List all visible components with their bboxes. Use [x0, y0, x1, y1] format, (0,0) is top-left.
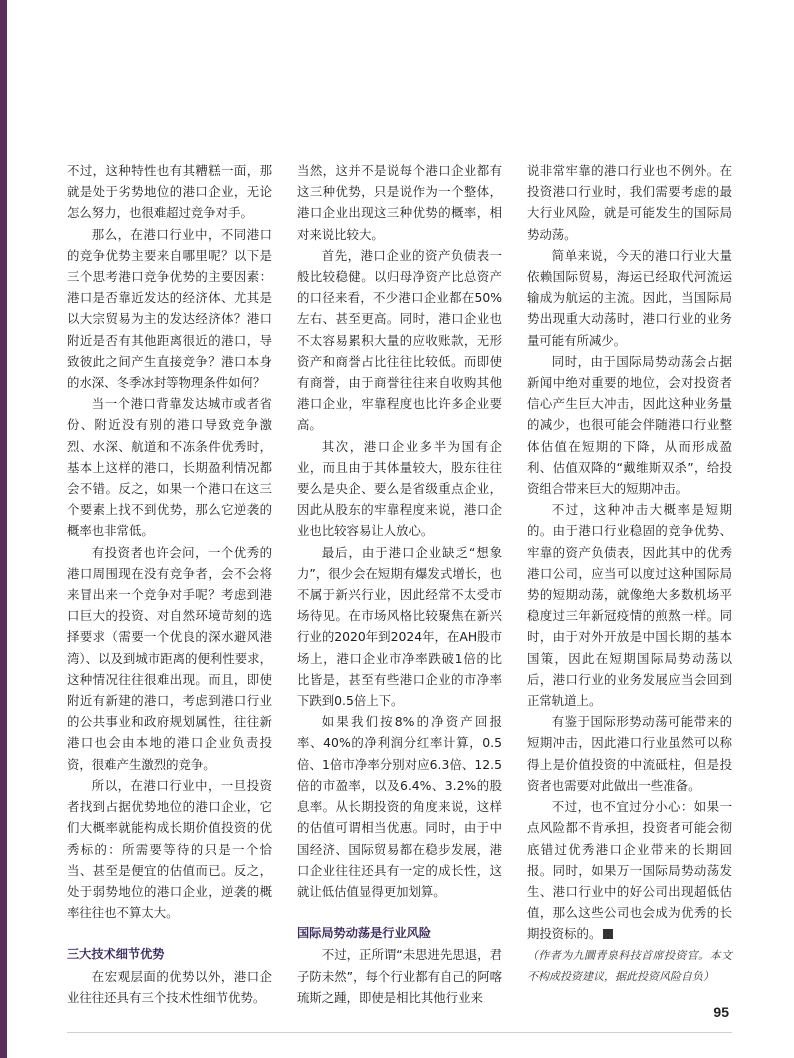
- page-number: 95: [713, 1004, 729, 1020]
- article-column-2: [297, 160, 502, 1008]
- paragraph: 所以，在港口行业中，一旦投资者找到占据优势地位的港口企业，它们大概率就能构成长期价值投资的优秀标的：所需要等待的只是一个恰当、甚至是便宜的估值而已。反之，处于弱势地位的港口企业，逆袭的概率往往也不算太大。: [67, 777, 272, 921]
- left-accent-bar: [0, 0, 7, 1058]
- section-heading: 国际局势动荡是行业风险: [297, 926, 432, 941]
- article-column-1: [67, 160, 272, 1008]
- paragraph: 同时，由于国际局势动荡会占据新闻中绝对重要的地位，会对投资者信心产生巨大冲击，因此这种业务量的减少，也很可能会伴随港口行业整体估值在短期的下降，从而形成盈利、估值双降的“戴维斯双杀”，给投资组合带来巨大的短期冲击。: [527, 353, 732, 497]
- paragraph: 不过，正所谓“未思进先思退，君子防未然”，每个行业都有自己的阿喀琉斯之踵，即使是相比其他行业来: [297, 947, 502, 1005]
- footer-rule: [67, 1032, 732, 1033]
- end-mark-icon: [603, 929, 613, 939]
- paragraph: 有投资者也许会问，一个优秀的港口周围现在没有竞争者，会不会将来冒出来一个竞争对手呢？考虑到港口巨大的投资、对自然环境苛刻的选择要求（需要一个优良的深水避风港湾）、以及到城市距离的便利性要求，这种情况往往很难出现。而且，即使附近有新建的港口，考虑到港口行业的公共事业和政府规划属性，往往新港口也会由本地的港口企业负责投资，很难产生激烈的竞争。: [67, 544, 272, 772]
- paragraph: 简单来说，今天的港口行业大量依赖国际贸易，海运已经取代河流运输成为航运的主流。因此，当国际局势出现重大动荡时，港口行业的业务量可能有所减少。: [527, 247, 732, 348]
- paragraph: 在宏观层面的优势以外，港口企业往往还具有三个技术性细节优势。: [67, 968, 272, 1005]
- paragraph: 其次，港口企业多半为国有企业，而且由于其体量较大，股东往往要么是央企、要么是省级重点企业，因此从股东的牢靠程度来说，港口企业也比较容易让人放心。: [297, 438, 502, 539]
- section-heading: 三大技术细节优势: [67, 947, 165, 962]
- paragraph: 那么，在港口行业中，不同港口的竞争优势主要来自哪里呢？以下是三个思考港口竞争优势的主要因素：港口是否靠近发达的经济体、尤其是以大宗贸易为主的发达经济体？港口附近是否有其他距离很近的港口，导致彼此之间产生直接竞争？港口本身的水深、冬季冰封等物理条件如何？: [67, 226, 272, 391]
- paragraph: 当一个港口背靠发达城市或者省份、附近没有别的港口导致竞争激烈、水深、航道和不冻条件优秀时，基本上这样的港口，长期盈利情况都会不错。反之，如果一个港口在这三个要素上找不到优势，那么它逆袭的概率也非常低。: [67, 396, 272, 539]
- paragraph-last: [527, 796, 732, 944]
- paragraph: 不过，这种特性也有其糟糕一面，那就是处于劣势地位的港口企业，无论怎么努力，也很难超过竞争对手。: [67, 163, 272, 221]
- paragraph: 当然，这并不是说每个港口企业都有这三种优势，只是说作为一个整体，港口企业出现这三种优势的概率，相对来说比较大。: [297, 163, 502, 242]
- paragraph: 有鉴于国际形势动荡可能带来的短期冲击，因此港口行业虽然可以称得上是价值投资的中流砥柱，但是投资者也需要对此做出一些准备。: [527, 714, 732, 793]
- paragraph: 最后，由于港口企业缺乏“想象力”，很少会在短期有爆发式增长，也不属于新兴行业，因此经常不太受市场待见。在市场风格比较聚焦在新兴行业的2020年到2024年，在AH股市场上，港口企业市净率跌破1倍的比比皆是，甚至有些港口企业的市净率下跌到0.5倍上下。: [297, 544, 502, 709]
- paragraph: 首先，港口企业的资产负债表一般比较稳健。以归母净资产比总资产的口径来看，不少港口企业都在50%左右、甚至更高。同时，港口企业也不太容易累积大量的应收账款，无形资产和商誉占比往往比较低。而即使有商誉，由于商誉往往来自收购其他港口企业，牢靠程度也比许多企业要高。: [297, 247, 502, 433]
- paragraph: 说非常牢靠的港口行业也不例外。在投资港口行业时，我们需要考虑的最大行业风险，就是可能发生的国际局势动荡。: [527, 163, 732, 242]
- author-note: （作者为九圜青泉科技首席投资官。本文不构成投资建议，据此投资风险自负）: [527, 948, 732, 983]
- paragraph: 不过，这种冲击大概率是短期的。由于港口行业稳固的竞争优势、牢靠的资产负债表，因此其中的优秀港口公司，应当可以度过这种国际局势的短期动荡，就像绝大多数机场平稳度过三年新冠疫情的煎熬一样。同时，由于对外开放是中国长期的基本国策，因此在短期国际局势动荡以后，港口行业的业务发展应当会回到正常轨道上。: [527, 502, 732, 709]
- article-column-3: [527, 160, 732, 987]
- paragraph: 如果我们按8%的净资产回报率、40%的净利润分红率计算，0.5倍、1倍市净率分别对应6.3倍、12.5倍的市盈率，以及6.4%、3.2%的股息率。从长期投资的角度来说，这样的估值可谓相当优惠。同时，由于中国经济、国际贸易都在稳步发展，港口企业往往还具有一定的成长性，这就让低估值显得更加划算。: [297, 714, 502, 899]
- paragraph-text: 不过，也不宜过分小心：如果一点风险都不肯承担，投资者可能会彻底错过优秀港口企业带来的长期回报。同时，如果万一国际局势动荡发生、港口行业中的好公司出现超低估值，那么这些公司也会成为优秀的长期投资标的。: [527, 799, 732, 942]
